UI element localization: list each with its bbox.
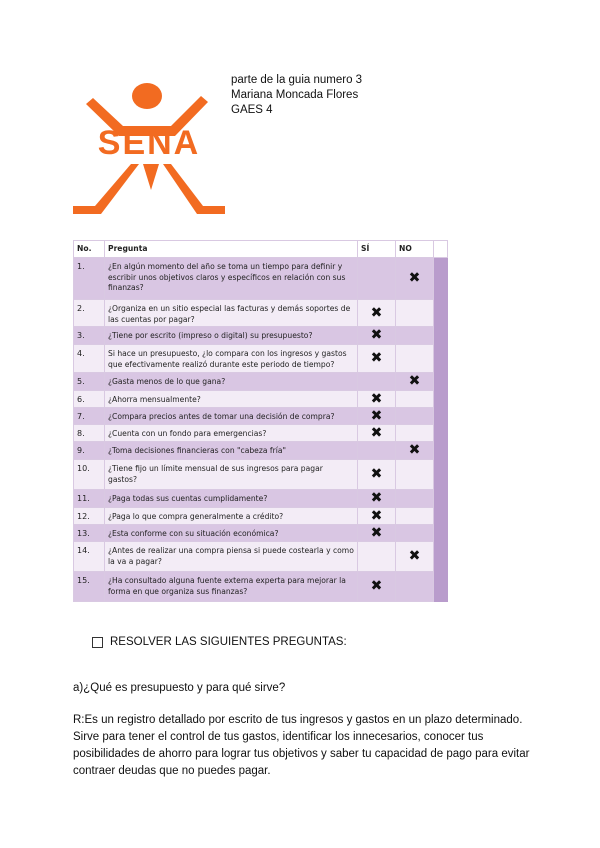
yes-mark: ✖ <box>358 460 396 490</box>
yes-mark: ✖ <box>358 408 396 425</box>
table-row: 14. ¿Antes de realizar una compra piensa si puede costearla y como la va a pagar? ✖ <box>74 542 448 572</box>
table-row: 8. ¿Cuenta con un fondo para emergencias? ✖ <box>74 425 448 442</box>
no-mark <box>396 345 434 373</box>
answer-a: R:Es un registro detallado por escrito de tus ingresos y gastos en un plazo determinado. Sirve para tener el control de tus gastos, identificar los innecesarios, conocer tus posibilidades de ahorro para lograr tus objetivos y saber tu capacidad de pago para evitar contraer deudas que no puedes pagar. <box>73 714 530 777</box>
table-row: 10. ¿Tiene fijo un límite mensual de sus ingresos para pagar gastos? ✖ <box>74 460 448 490</box>
no-mark <box>396 572 434 602</box>
finance-questionnaire-table <box>73 240 448 602</box>
no-mark <box>396 508 434 525</box>
yes-mark: ✖ <box>358 525 396 542</box>
no-mark <box>396 391 434 408</box>
yes-mark <box>358 373 396 391</box>
sena-logo <box>73 78 225 214</box>
no-mark <box>396 460 434 490</box>
table-header-row <box>74 241 448 258</box>
document-header <box>231 73 362 118</box>
table-row: 5. ¿Gasta menos de lo que gana? ✖ <box>74 373 448 391</box>
table-row: 13. ¿Esta conforme con su situación económica? ✖ <box>74 525 448 542</box>
table-row: 9. ¿Toma decisiones financieras con "cabeza fría" ✖ <box>74 442 448 460</box>
yes-mark: ✖ <box>358 300 396 327</box>
table-row: 6. ¿Ahorra mensualmente? ✖ <box>74 391 448 408</box>
yes-mark: ✖ <box>358 345 396 373</box>
header-num: No. <box>74 241 105 258</box>
resolver-label: RESOLVER LAS SIGUIENTES PREGUNTAS: <box>110 636 347 648</box>
table-row: 4. Si hace un presupuesto, ¿lo compara con los ingresos y gastos que efectivamente realizó durante este periodo de tiempo? ✖ <box>74 345 448 373</box>
table-row: 1. ¿En algún momento del año se toma un tiempo para definir y escribir unos objetivos claros y específicos en relación con sus finanzas? ✖ <box>74 258 448 300</box>
header-guide-line: parte de la guia numero 3 <box>231 74 363 86</box>
no-mark <box>396 300 434 327</box>
resolver-heading <box>92 635 347 649</box>
checkbox-icon[interactable] <box>92 637 103 648</box>
no-mark: ✖ <box>396 373 434 391</box>
no-mark: ✖ <box>396 442 434 460</box>
table-row: 2. ¿Organiza en un sitio especial las facturas y demás soportes de las cuentas por pagar? ✖ <box>74 300 448 327</box>
yes-mark: ✖ <box>358 425 396 442</box>
logo-legs-shape <box>73 164 139 214</box>
header-student-name: Mariana Moncada Flores <box>231 89 359 101</box>
yes-mark <box>358 258 396 300</box>
yes-mark: ✖ <box>358 490 396 508</box>
table-row: 3. ¿Tiene por escrito (impreso o digital) su presupuesto? ✖ <box>74 327 448 345</box>
no-mark <box>396 327 434 345</box>
header-yes: SÍ <box>358 241 396 258</box>
yes-mark: ✖ <box>358 391 396 408</box>
table-row: 12. ¿Paga lo que compra generalmente a crédito? ✖ <box>74 508 448 525</box>
no-mark <box>396 490 434 508</box>
header-group: GAES 4 <box>231 104 273 116</box>
no-mark <box>396 525 434 542</box>
question-a: a)¿Qué es presupuesto y para qué sirve? <box>73 682 286 694</box>
yes-mark: ✖ <box>358 572 396 602</box>
yes-mark <box>358 542 396 572</box>
header-question: Pregunta <box>105 241 358 258</box>
table-row: 15. ¿Ha consultado alguna fuente externa experta para mejorar la forma en que organiza sus finanzas? ✖ <box>74 572 448 602</box>
no-mark <box>396 425 434 442</box>
no-mark: ✖ <box>396 542 434 572</box>
logo-wordmark: SENA <box>97 124 201 162</box>
no-mark: ✖ <box>396 258 434 300</box>
yes-mark: ✖ <box>358 508 396 525</box>
table-edge <box>434 241 448 258</box>
no-mark <box>396 408 434 425</box>
yes-mark: ✖ <box>358 327 396 345</box>
table-row: 11. ¿Paga todas sus cuentas cumplidamente? ✖ <box>74 490 448 508</box>
yes-mark <box>358 442 396 460</box>
header-no: NO <box>396 241 434 258</box>
logo-head-shape <box>132 83 162 109</box>
table-row: 7. ¿Compara precios antes de tomar una decisión de compra? ✖ <box>74 408 448 425</box>
